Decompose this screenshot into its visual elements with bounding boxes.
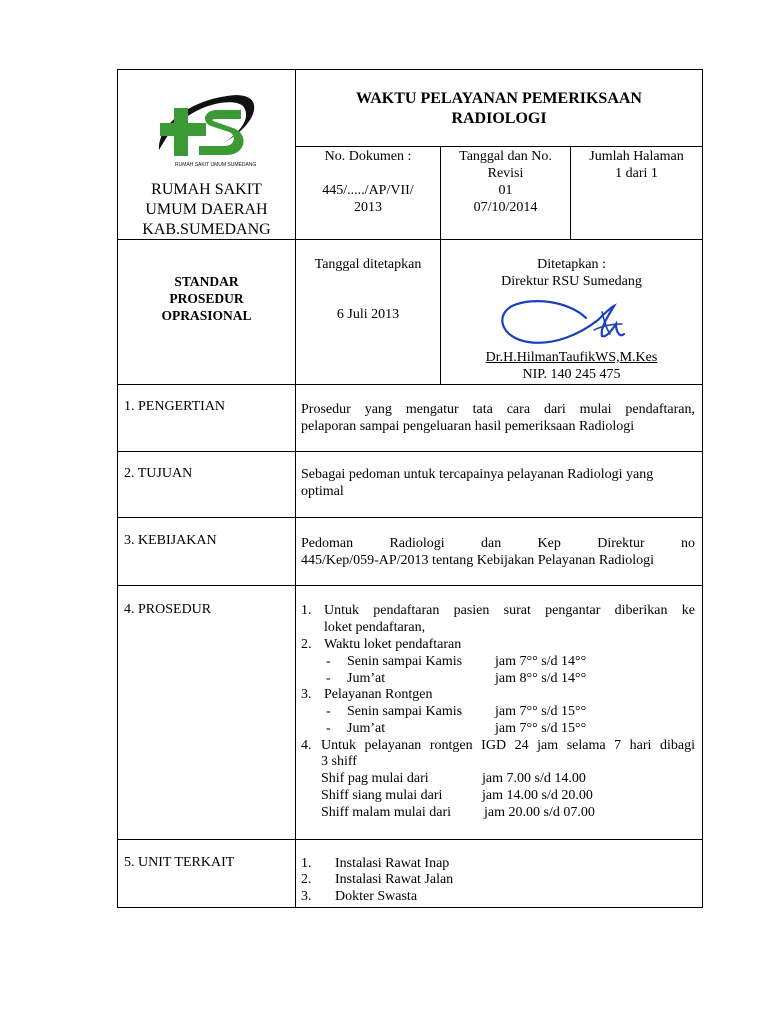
tujuan-label-cell <box>117 451 296 518</box>
prosedur-item3b-day: Jum’at <box>347 721 386 736</box>
pages-value: 1 dari 1 <box>615 166 658 181</box>
hospital-logo-icon <box>155 88 260 168</box>
unit-item1-num: 1. <box>301 856 312 871</box>
unit-label: 5. UNIT TERKAIT <box>124 855 235 870</box>
tujuan-line2: optimal <box>301 484 344 499</box>
unit-label-cell <box>117 839 296 908</box>
unit-item2-num: 2. <box>301 872 312 887</box>
unit-item3-text: Dokter Swasta <box>335 889 418 904</box>
doc-no-value-line1: 445/...../AP/VII/ <box>322 183 414 198</box>
unit-item1-text: Instalasi Rawat Inap <box>335 856 450 871</box>
pengertian-line2: pelaporan sampai pengeluaran hasil pemeriksaan Radiologi <box>301 419 635 434</box>
kebijakan-line1: Pedoman Radiologi dan Kep Direktur no <box>301 536 695 551</box>
date-set-value: 6 Juli 2013 <box>336 307 400 322</box>
prosedur-item1-num: 1. <box>301 603 312 618</box>
prosedur-item3a-day: Senin sampai Kamis <box>347 704 463 719</box>
prosedur-item3a-dash: - <box>326 704 331 719</box>
hospital-name-line1: RUMAH SAKIT <box>151 181 262 198</box>
prosedur-item3-num: 3. <box>301 687 312 702</box>
prosedur-item1-line1: Untuk pendaftaran pasien surat pengantar diberikan ke <box>324 603 695 618</box>
prosedur-item4-num: 4. <box>301 738 312 753</box>
shift-afternoon-time: jam 14.00 s/d 20.00 <box>482 788 593 803</box>
shift-night-time: jam 20.00 s/d 07.00 <box>484 805 595 820</box>
unit-item3-num: 3. <box>301 889 312 904</box>
prosedur-item4-line2: 3 shiff <box>321 754 357 769</box>
sop-title-line1: STANDAR <box>174 274 239 289</box>
hospital-logo <box>155 88 260 168</box>
date-set-label: Tanggal ditetapkan <box>314 257 422 272</box>
kebijakan-label: 3. KEBIJAKAN <box>124 533 217 548</box>
doc-no-value-line2: 2013 <box>354 200 382 215</box>
prosedur-item4-line1: Untuk pelayanan rontgen IGD 24 jam selama 7 hari dibagi <box>321 738 695 753</box>
revision-label-line2: Revisi <box>487 166 524 181</box>
tujuan-line1: Sebagai pedoman untuk tercapainya pelayanan Radiologi yang <box>301 467 654 482</box>
sop-title-line3: OPRASIONAL <box>161 308 252 323</box>
sop-title-line2: PROSEDUR <box>169 291 244 306</box>
signer-name: Dr.H.HilmanTaufikWS,M.Kes <box>485 350 658 365</box>
pengertian-label-cell <box>117 384 296 452</box>
document-title-line1: WAKTU PELAYANAN PEMERIKSAAN <box>356 90 642 107</box>
shift-afternoon-label: Shiff siang mulai dari <box>321 788 443 803</box>
prosedur-label-cell <box>117 585 296 840</box>
signature <box>498 294 628 350</box>
signer-nip: NIP. 140 245 475 <box>522 367 621 382</box>
hospital-name-line2: UMUM DAERAH <box>145 201 268 218</box>
hospital-name-line3: KAB.SUMEDANG <box>142 221 271 238</box>
prosedur-item3b-dash: - <box>326 721 331 736</box>
prosedur-item2b-dash: - <box>326 671 331 686</box>
pages-label: Jumlah Halaman <box>589 149 684 164</box>
revision-number: 01 <box>498 183 513 198</box>
document-title-line2: RADIOLOGI <box>451 110 547 127</box>
prosedur-item2a-time: jam 7°° s/d 14°° <box>495 654 587 669</box>
approval-label: Ditetapkan : <box>537 257 606 272</box>
kebijakan-line2: 445/Kep/059-AP/2013 tentang Kebijakan Pelayanan Radiologi <box>301 553 655 568</box>
approval-position: Direktur RSU Sumedang <box>501 274 642 289</box>
revision-date: 07/10/2014 <box>473 200 538 215</box>
pengertian-label: 1. PENGERTIAN <box>124 399 226 414</box>
shift-night-label: Shiff malam mulai dari <box>321 805 451 820</box>
prosedur-item2-text: Waktu loket pendaftaran <box>324 637 462 652</box>
prosedur-item1-line2: loket pendaftaran, <box>324 620 426 635</box>
prosedur-item2a-dash: - <box>326 654 331 669</box>
tujuan-label: 2. TUJUAN <box>124 466 193 481</box>
revision-label-line1: Tanggal dan No. <box>459 149 552 164</box>
logo-caption: RUMAH SAKIT UMUM SUMEDANG <box>175 162 257 168</box>
unit-item2-text: Instalasi Rawat Jalan <box>335 872 454 887</box>
signature-icon <box>498 294 628 350</box>
prosedur-label: 4. PROSEDUR <box>124 602 212 617</box>
doc-no-label: No. Dokumen : <box>324 149 412 164</box>
prosedur-item2b-day: Jum’at <box>347 671 386 686</box>
prosedur-item2-num: 2. <box>301 637 312 652</box>
prosedur-item3-text: Pelayanan Rontgen <box>324 687 433 702</box>
shift-morning-label: Shif pag mulai dari <box>321 771 429 786</box>
prosedur-item2a-day: Senin sampai Kamis <box>347 654 463 669</box>
kebijakan-label-cell <box>117 517 296 586</box>
prosedur-item2b-time: jam 8°° s/d 14°° <box>495 671 587 686</box>
prosedur-item3a-time: jam 7°° s/d 15°° <box>495 704 587 719</box>
pengertian-line1: Prosedur yang mengatur tata cara dari mulai pendaftaran, <box>301 402 695 417</box>
prosedur-item3b-time: jam 7°° s/d 15°° <box>495 721 587 736</box>
shift-morning-time: jam 7.00 s/d 14.00 <box>482 771 586 786</box>
